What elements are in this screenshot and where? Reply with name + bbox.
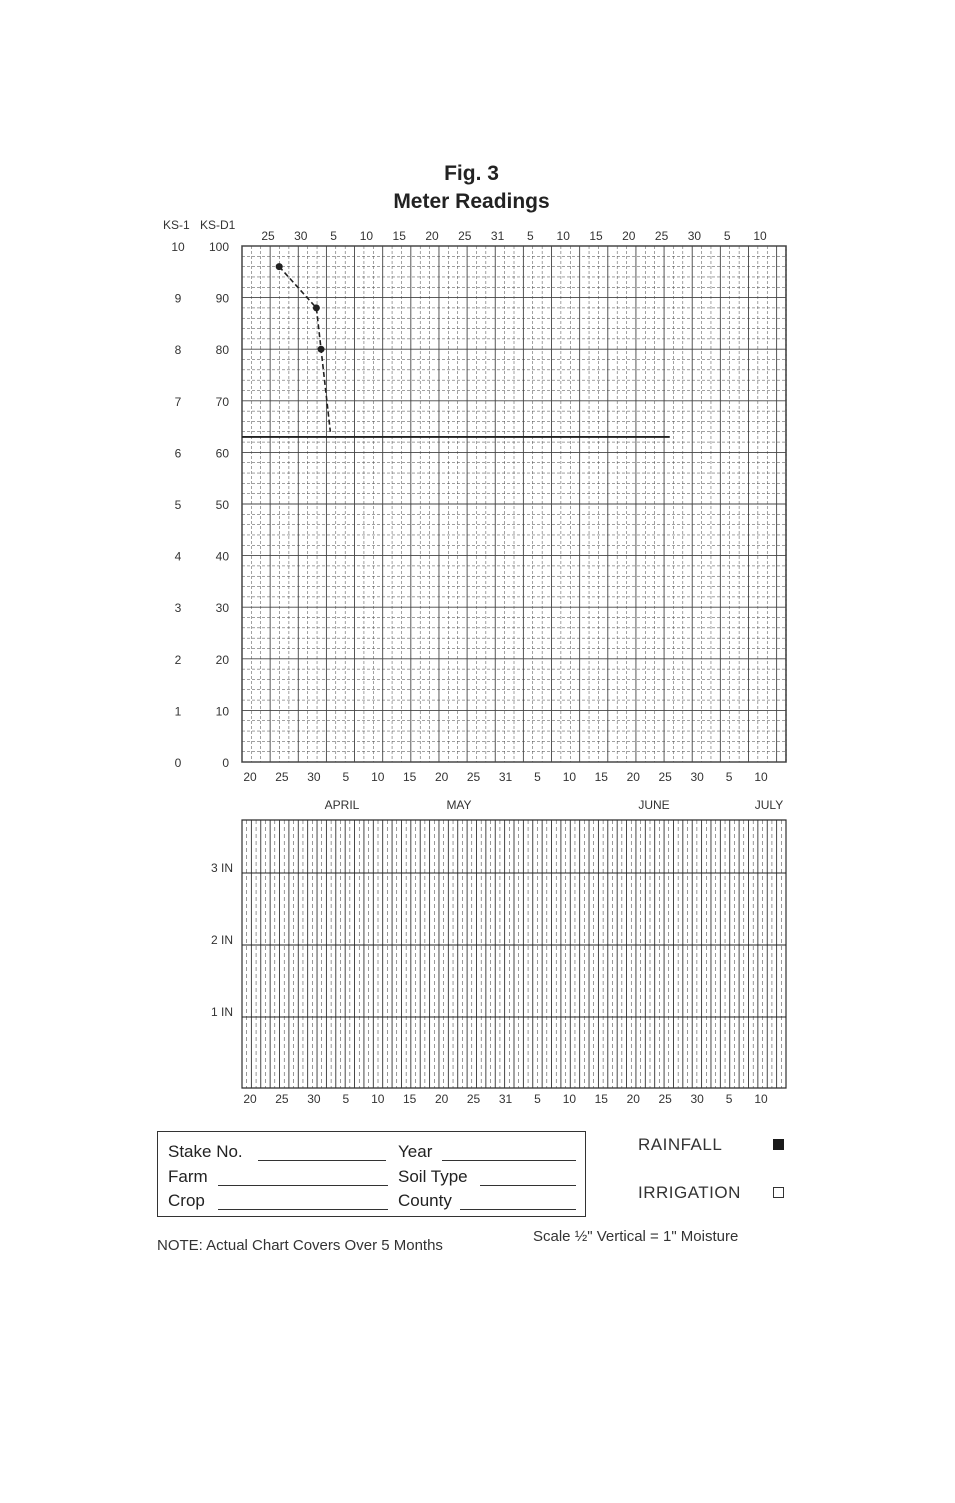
month-label: JULY (754, 798, 784, 812)
x-top-tick-label: 20 (622, 229, 636, 243)
ks1-tick-label: 7 (174, 394, 182, 409)
ks1-tick-label: 4 (174, 549, 182, 564)
ks1-tick-label: 2 (174, 652, 182, 667)
rain-tick-label: 2 IN (210, 933, 233, 947)
x-bottom-tick-label: 5 (534, 770, 541, 784)
chart-subtitle: Meter Readings (393, 190, 550, 213)
ksd1-tick-label: 80 (215, 343, 229, 358)
ksd1-header: KS-D1 (200, 218, 236, 232)
soil-type-field[interactable] (480, 1185, 576, 1186)
ks1-tick-label: 0 (174, 756, 182, 770)
month-label: JUNE (638, 798, 670, 812)
chart-title: Fig. 3 (444, 162, 499, 185)
meter-reading-point (313, 304, 320, 311)
rain-x-tick-label: 10 (562, 1092, 577, 1106)
year-field[interactable] (442, 1160, 576, 1161)
x-bottom-tick-label: 15 (403, 770, 417, 784)
month-label: APRIL (324, 798, 360, 812)
rain-x-tick-label: 20 (626, 1092, 640, 1106)
ksd1-tick-label: 20 (215, 652, 229, 667)
rain-x-tick-label: 31 (498, 1092, 513, 1106)
ksd1-tick-label: 90 (215, 291, 229, 306)
x-top-tick-label: 30 (294, 229, 308, 243)
rainfall-label: RAINFALL (638, 1135, 723, 1154)
rain-x-tick-label: 20 (243, 1092, 257, 1106)
year-label: Year (398, 1142, 433, 1161)
x-top-tick-label: 10 (556, 229, 570, 243)
x-bottom-tick-label: 31 (498, 770, 513, 784)
farm-label: Farm (168, 1167, 208, 1186)
month-label: MAY (446, 798, 472, 812)
ksd1-tick-label: 70 (215, 394, 229, 409)
x-top-tick-label: 25 (261, 229, 275, 243)
rain-x-tick-label: 10 (371, 1092, 385, 1106)
ks1-tick-label: 10 (171, 240, 185, 254)
x-bottom-tick-label: 10 (754, 770, 768, 784)
ksd1-tick-label: 50 (215, 498, 229, 512)
rain-x-tick-label: 30 (690, 1092, 704, 1106)
x-bottom-tick-label: 10 (371, 770, 385, 784)
meter-grid (242, 246, 786, 762)
rain-x-tick-label: 25 (466, 1092, 481, 1106)
x-bottom-tick-label: 25 (466, 770, 481, 784)
meter-reading-point (318, 346, 325, 353)
x-bottom-tick-label: 5 (342, 770, 350, 784)
x-top-tick-label: 10 (753, 229, 767, 243)
rain-tick-label: 1 IN (210, 1005, 233, 1019)
x-bottom-tick-label: 30 (307, 770, 321, 784)
rain-x-tick-label: 25 (275, 1092, 289, 1106)
x-bottom-tick-label: 20 (243, 770, 257, 784)
x-top-tick-label: 5 (330, 229, 337, 243)
ksd1-tick-label: 100 (208, 240, 229, 254)
ks1-tick-label: 5 (174, 498, 182, 512)
crop-field[interactable] (218, 1209, 388, 1210)
ksd1-tick-label: 40 (215, 549, 229, 564)
footnote: NOTE: Actual Chart Covers Over 5 Months (157, 1237, 443, 1254)
meter-reading-point (276, 263, 283, 270)
x-top-tick-label: 5 (527, 229, 534, 243)
rain-x-tick-label: 5 (342, 1092, 350, 1106)
irrigation-open-square-icon (773, 1187, 784, 1198)
farm-field[interactable] (218, 1185, 388, 1186)
x-bottom-tick-label: 25 (658, 770, 672, 784)
rain-x-tick-label: 15 (403, 1092, 417, 1106)
x-top-tick-label: 10 (359, 229, 374, 243)
x-top-tick-label: 20 (425, 229, 439, 243)
ks1-tick-label: 3 (174, 601, 182, 616)
rain-x-tick-label: 5 (725, 1092, 733, 1106)
ks1-tick-label: 6 (174, 446, 182, 461)
ks1-tick-label: 1 (174, 704, 182, 719)
x-top-tick-label: 30 (687, 229, 702, 243)
rain-x-tick-label: 10 (754, 1092, 768, 1106)
ksd1-tick-label: 30 (215, 601, 229, 616)
rain-x-tick-label: 5 (534, 1092, 541, 1106)
x-top-tick-label: 15 (392, 229, 406, 243)
ksd1-tick-label: 10 (215, 704, 229, 719)
x-top-tick-label: 25 (458, 229, 472, 243)
x-bottom-tick-label: 5 (725, 770, 733, 784)
ks1-header: KS-1 (163, 218, 190, 232)
scale-note: Scale ½" Vertical = 1" Moisture (533, 1228, 739, 1245)
rain-x-tick-label: 20 (434, 1092, 449, 1106)
county-label: County (398, 1191, 452, 1210)
rain-x-tick-label: 15 (594, 1092, 608, 1106)
x-bottom-tick-label: 25 (275, 770, 289, 784)
rain-x-tick-label: 30 (307, 1092, 321, 1106)
crop-label: Crop (168, 1191, 205, 1210)
x-bottom-tick-label: 20 (434, 770, 449, 784)
rain-grid (242, 820, 786, 1088)
ksd1-tick-label: 60 (215, 446, 229, 461)
x-top-tick-label: 25 (654, 229, 669, 243)
x-top-tick-label: 5 (723, 229, 731, 243)
ks1-tick-label: 9 (174, 291, 182, 306)
field-info-form (157, 1131, 586, 1217)
x-bottom-tick-label: 30 (690, 770, 704, 784)
ksd1-tick-label: 0 (222, 756, 229, 770)
stake-field[interactable] (258, 1160, 386, 1161)
irrigation-label: IRRIGATION (638, 1183, 741, 1202)
county-field[interactable] (460, 1209, 576, 1210)
x-top-tick-label: 31 (490, 229, 505, 243)
soil-type-label: Soil Type (398, 1167, 468, 1186)
rain-x-tick-label: 25 (658, 1092, 672, 1106)
ks1-tick-label: 8 (174, 343, 182, 358)
x-bottom-tick-label: 15 (594, 770, 608, 784)
rain-tick-label: 3 IN (210, 861, 233, 875)
x-bottom-tick-label: 20 (626, 770, 640, 784)
rainfall-filled-square-icon (773, 1139, 784, 1150)
stake-label: Stake No. (168, 1142, 243, 1161)
x-top-tick-label: 15 (589, 229, 603, 243)
x-bottom-tick-label: 10 (562, 770, 577, 784)
